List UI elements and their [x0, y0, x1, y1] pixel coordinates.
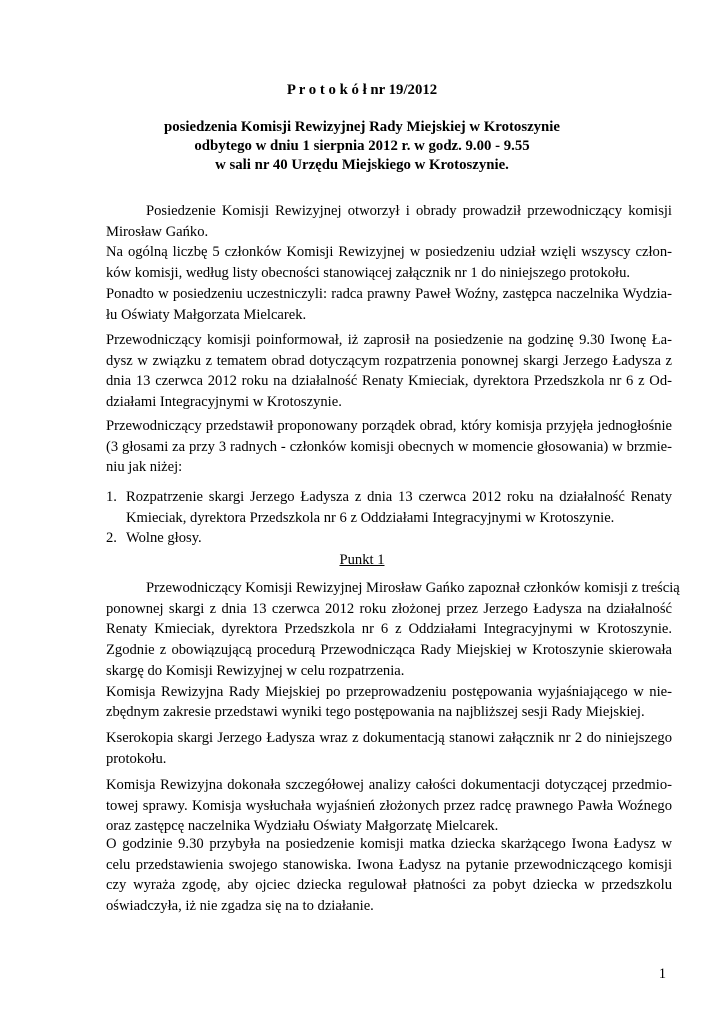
paragraph-line: ków komisji, według listy obecności stanowiącej załącznik nr 1 do niniejszego protokołu.	[106, 265, 631, 282]
paragraph-line: (3 głosami za przy 3 radnych - członków komisji obecnych w momencie głosowania) w brzmie-	[106, 438, 672, 455]
paragraph-line: Na ogólną liczbę 5 członków Komisji Rewizyjnej w posiedzeniu udział wzięli wszyscy człon-	[106, 244, 672, 261]
paragraph-analysis	[106, 775, 672, 837]
subtitle-line: odbytego w dniu 1 sierpnia 2012 r. w godz. 9.00 - 9.55	[194, 138, 530, 154]
paragraph-line: celu przedstawienia swojego stanowiska. Iwona Ładysz na pytanie przewodniczącego komisji	[106, 856, 672, 873]
paragraph-line: Zgodnie z obowiązującą procedurą Przewodnicząca Rady Miejskiej w Krotoszynie skierowała	[106, 642, 672, 659]
subtitle-line: posiedzenia Komisji Rewizyjnej Rady Miejskiej w Krotoszynie	[164, 119, 560, 135]
paragraph-line: niu jak niżej:	[106, 459, 183, 476]
agenda-item	[106, 528, 672, 549]
paragraph-line: Przewodniczący komisji poinformował, iż zaprosił na posiedzenie na godzinę 9.30 Iwonę Ła-	[106, 332, 672, 348]
paragraph-line: działami Integracyjnymi w Krotoszynie.	[106, 394, 342, 411]
paragraph-line: Mirosław Gańko.	[106, 223, 209, 240]
paragraph-line: Komisja Rewizyjna dokonała szczegółowej analizy całości dokumentacji dotyczącej przedmio-	[106, 777, 672, 793]
paragraph-attendees	[106, 284, 672, 325]
agenda-list	[106, 487, 672, 549]
paragraph-line: O godzinie 9.30 przybyła na posiedzenie komisji matka dziecka skarżącego Iwona Ładysz w	[106, 836, 672, 852]
agenda-item-number: 1.	[106, 489, 117, 505]
paragraph-line: ponownej skargi z dnia 13 czerwca 2012 roku złożonej przez Jerzego Ładysza na działalność	[106, 600, 672, 617]
page-number: 1	[658, 966, 666, 982]
agenda-item-line: Rozpatrzenie skargi Jerzego Ładysza z dnia 13 czerwca 2012 roku na działalność Renaty	[126, 489, 672, 505]
paragraph-line: oświadczyła, iż nie zgadza się na to działanie.	[106, 898, 374, 915]
subtitle-line: w sali nr 40 Urzędu Miejskiego w Krotoszynie.	[215, 157, 509, 173]
paragraph-mother-statement	[106, 834, 672, 917]
paragraph-opening	[106, 201, 672, 284]
paragraph-line: Ponadto w posiedzeniu uczestniczyli: radca prawny Paweł Woźny, zastępca naczelnika Wydzia-	[106, 286, 672, 302]
paragraph-line: Renaty Kmieciak, dyrektora Przedszkola nr 6 z Oddziałami Integracyjnymi w Krotoszynie.	[106, 621, 672, 638]
paragraph-line: dnia 13 czerwca 2012 roku na działalność Renaty Kmieciak, dyrektora Przedszkola nr 6 z Od-	[106, 373, 672, 390]
paragraph-line: protokołu.	[106, 750, 167, 767]
paragraph-line: Kserokopia skargi Jerzego Ładysza wraz z dokumentacją stanowi załącznik nr 2 do niniejszego	[106, 730, 672, 746]
paragraph-line: Posiedzenie Komisji Rewizyjnej otworzył i obrady prowadził przewodniczący komisji	[146, 203, 672, 219]
paragraph-line: towej sprawy. Komisja wysłuchała wyjaśnień złożonych przez radcę prawnego Pawła Woźnego	[106, 797, 672, 814]
paragraph-complaint-review	[106, 578, 680, 723]
document-subtitle	[0, 118, 724, 175]
agenda-item-line: Wolne głosy.	[126, 530, 202, 547]
agenda-item-line: Kmieciak, dyrektora Przedszkola nr 6 z Oddziałami Integracyjnymi w Krotoszynie.	[126, 509, 615, 526]
agenda-item-number: 2.	[106, 530, 117, 547]
paragraph-invitation	[106, 330, 672, 413]
agenda-item	[106, 487, 672, 528]
paragraph-line: czy wyraża zgodę, aby ojciec dziecka regulował płatności za pobyt dziecka w przedszkolu	[106, 877, 672, 894]
paragraph-agenda-intro	[106, 416, 672, 478]
paragraph-line: Przewodniczący Komisji Rewizyjnej Mirosław Gańko zapoznał członków komisji z treścią	[146, 580, 680, 596]
paragraph-attachment	[106, 728, 672, 769]
paragraph-line: zbędnym zakresie przedstawi wyniki tego postępowania na najbliższej sesji Rady Miejskiej.	[106, 704, 645, 721]
section-heading-punkt: Punkt 1	[339, 552, 385, 568]
document-title: P r o t o k ó ł nr 19/2012	[286, 82, 438, 98]
paragraph-line: skargę do Komisji Rewizyjnej w celu rozpatrzenia.	[106, 662, 405, 679]
paragraph-line: dysz w związku z tematem obrad dotyczącym rozpatrzenia ponownej skargi Jerzego Ładysza z	[106, 352, 672, 369]
paragraph-line: Komisja Rewizyjna Rady Miejskiej po przeprowadzeniu postępowania wyjaśniającego w nie-	[106, 683, 672, 700]
paragraph-line: oraz zastępcę naczelnika Wydziału Oświaty Małgorzatę Mielcarek.	[106, 818, 499, 835]
paragraph-line: Przewodniczący przedstawił proponowany porządek obrad, który komisja przyjęła jednogłośnie	[106, 418, 672, 434]
paragraph-line: łu Oświaty Małgorzata Mielcarek.	[106, 306, 307, 323]
